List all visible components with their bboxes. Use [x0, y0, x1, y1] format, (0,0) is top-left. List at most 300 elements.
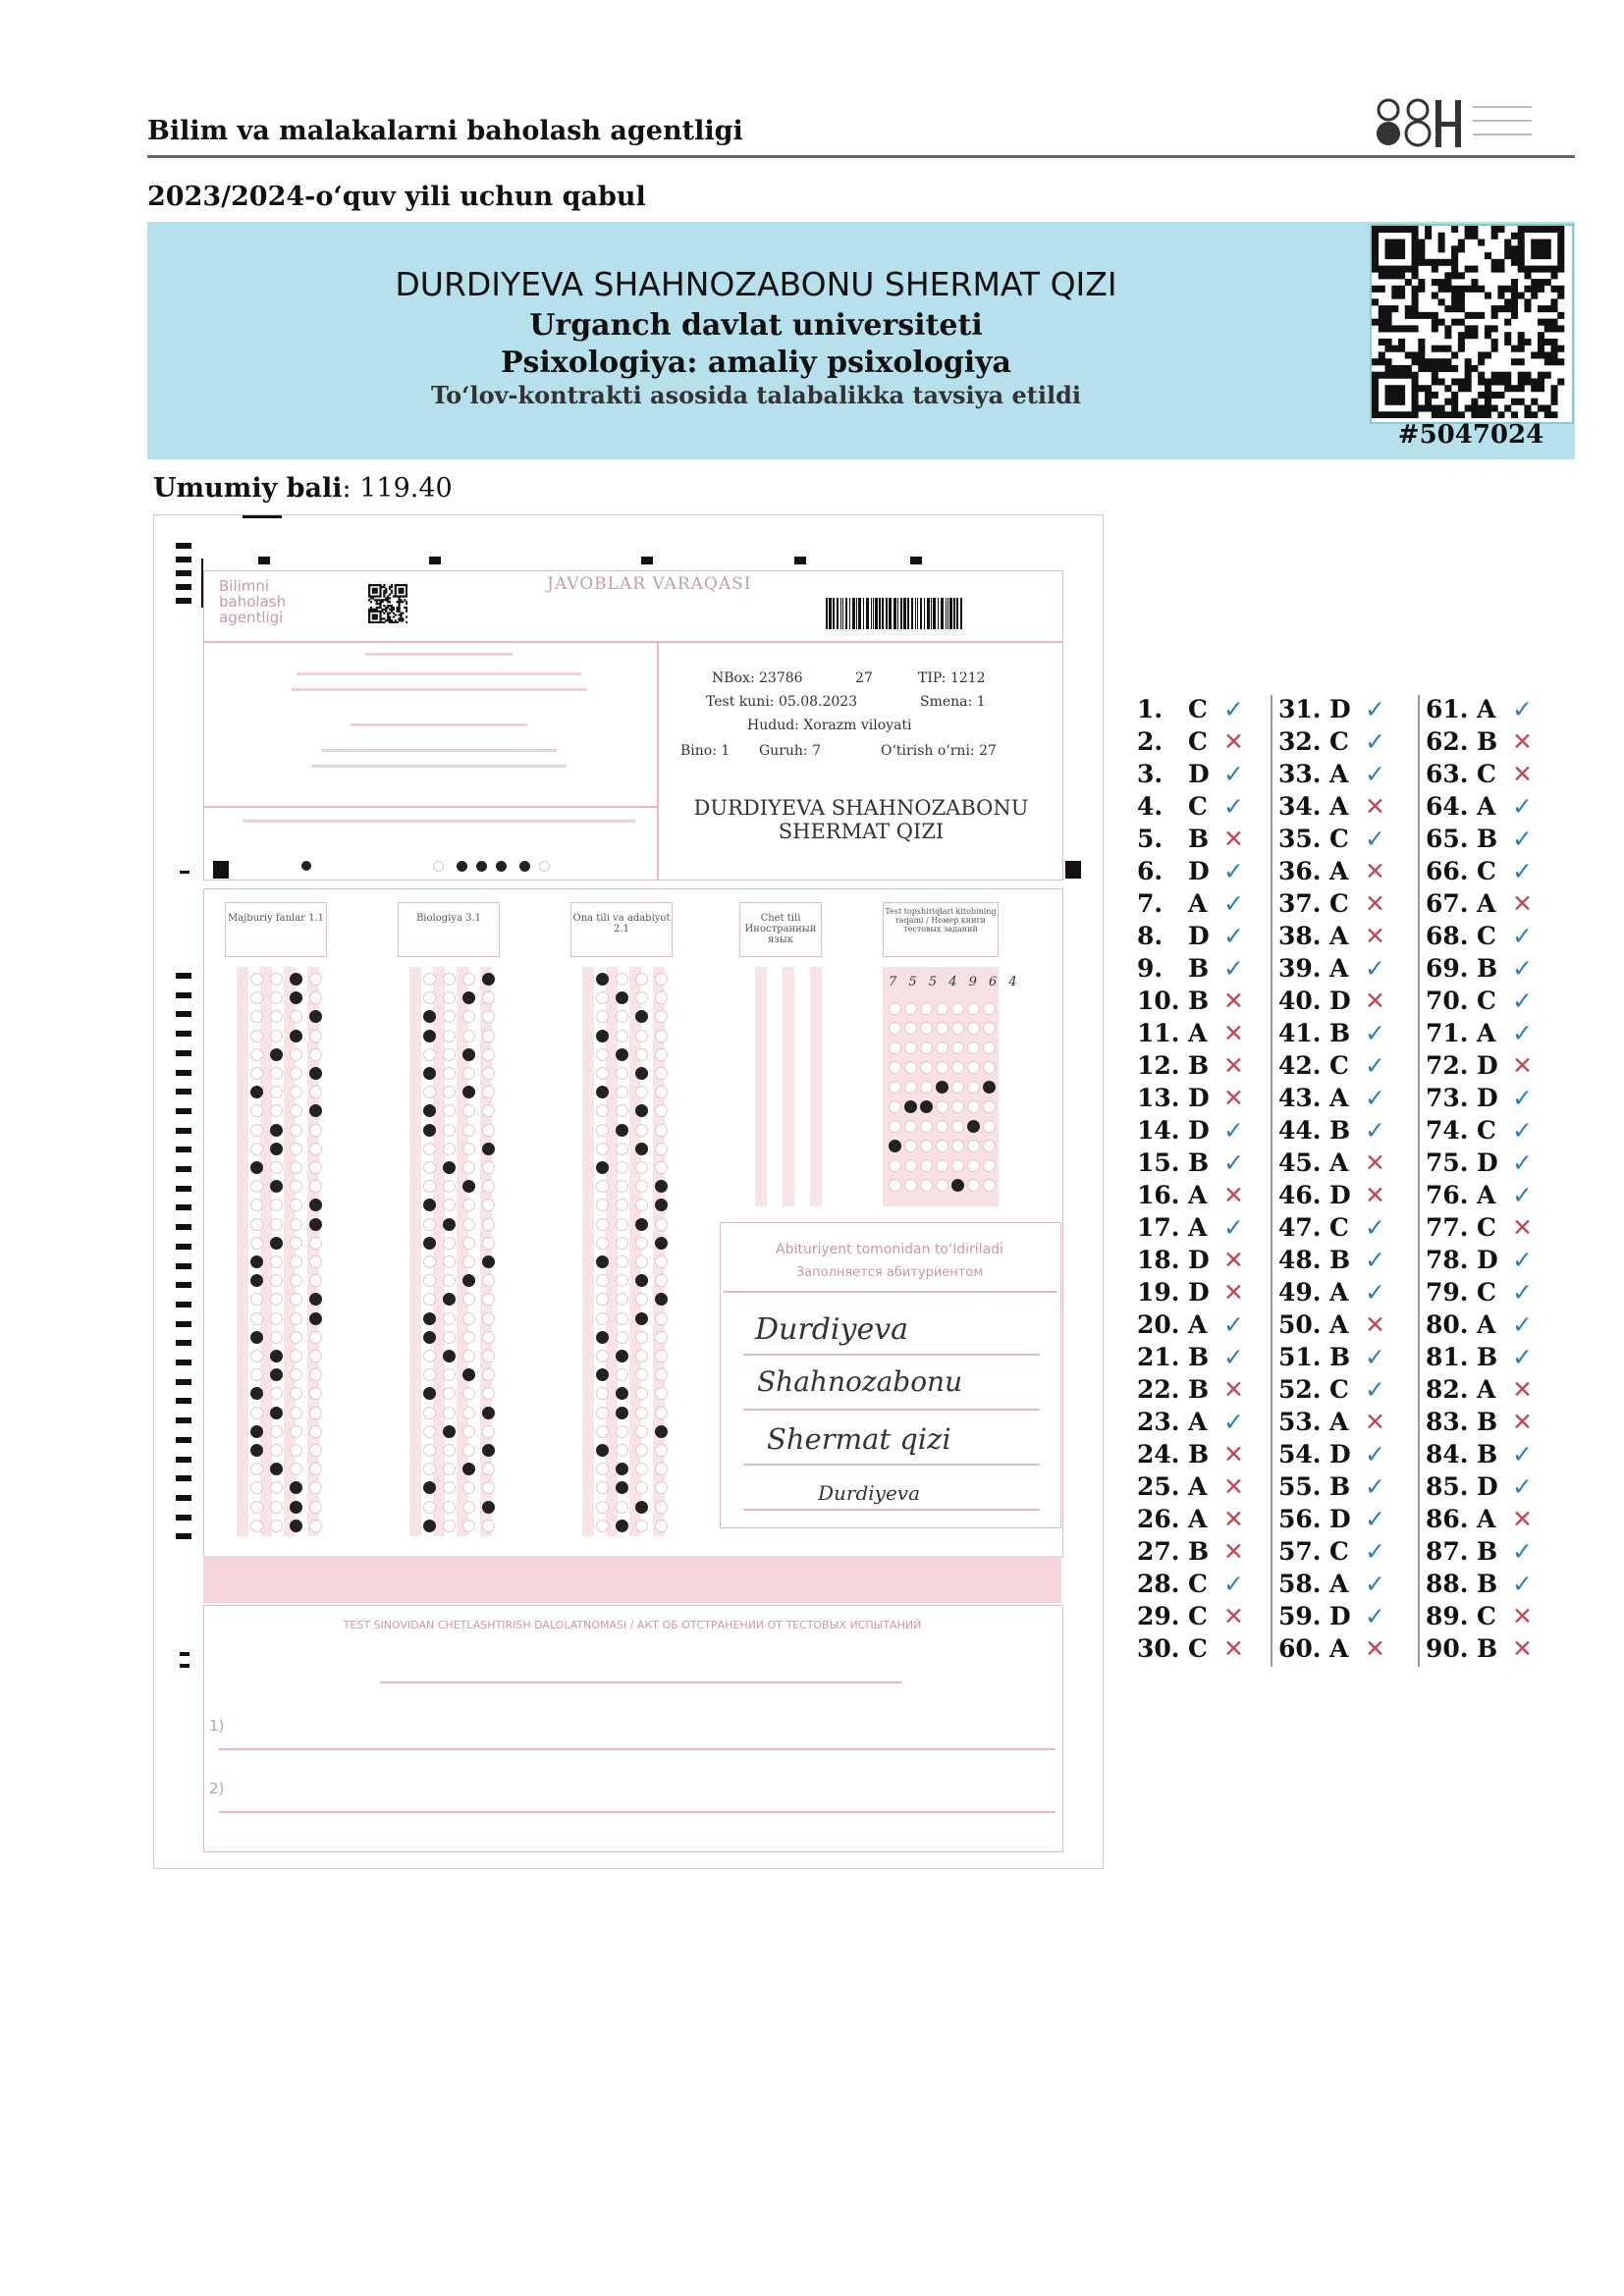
selected-answer: C: [1477, 987, 1496, 1015]
cross-icon: ✕: [1223, 1375, 1244, 1404]
result-row: [1278, 1408, 1385, 1440]
check-icon: ✓: [1512, 1084, 1533, 1112]
test-date: Test kuni: 05.08.2023: [706, 694, 858, 710]
result-row: [1278, 1116, 1385, 1148]
selected-answer: A: [1329, 760, 1349, 788]
answer-bubble: [309, 1501, 322, 1514]
question-number: 15.: [1137, 1148, 1180, 1177]
answer-bubble: [462, 1425, 475, 1438]
selected-answer: C: [1188, 1634, 1208, 1663]
answer-bubble: [290, 1425, 302, 1438]
selected-answer: C: [1329, 825, 1349, 853]
selected-answer: B: [1188, 1375, 1210, 1404]
question-number: 8.: [1137, 922, 1164, 950]
divider: [380, 1682, 902, 1683]
book-number-bubble: [936, 1120, 948, 1133]
book-number-bubble: [889, 1140, 901, 1152]
question-number: 70.: [1426, 987, 1469, 1015]
cross-icon: ✕: [1365, 1310, 1385, 1339]
answer-bubble: [655, 1048, 668, 1061]
book-number-digits: 7 5 5 4 9 6 4: [889, 975, 1021, 989]
answer-bubble: [462, 1143, 475, 1155]
answer-bubble: [596, 973, 609, 986]
timing-mark: [794, 557, 806, 564]
question-number: 85.: [1426, 1472, 1469, 1501]
selected-answer: D: [1329, 1181, 1351, 1209]
result-row: [1426, 1278, 1533, 1310]
answer-bubble: [655, 1407, 668, 1419]
instruction-line: [321, 749, 557, 752]
divider: [219, 1811, 1056, 1813]
answer-bubble: [482, 1161, 495, 1174]
answer-bubble: [616, 1255, 628, 1268]
question-number: 34.: [1278, 792, 1322, 821]
cross-icon: ✕: [1512, 1213, 1533, 1242]
answer-bubble: [290, 1501, 302, 1514]
act-title: TEST SINOVIDAN CHETLASHTIRISH DALOLATNOMASI / АКТ ОБ ОТСТРАНЕНИИ ОТ ТЕСТОВЫХ ИСПЫТАНИЙ: [343, 1619, 922, 1631]
total-score-value: 119.40: [359, 473, 453, 504]
question-number: 88.: [1426, 1570, 1469, 1598]
selected-answer: D: [1188, 1084, 1210, 1112]
answer-bubble: [462, 1030, 475, 1042]
check-icon: ✓: [1512, 695, 1533, 723]
answer-bubble: [290, 1067, 302, 1080]
check-icon: ✓: [1365, 1537, 1385, 1566]
book-number-bubble: [983, 1081, 996, 1094]
selected-answer: A: [1188, 889, 1208, 918]
selected-answer: B: [1188, 1051, 1210, 1080]
answer-bubble: [270, 1444, 283, 1457]
answer-bubble: [655, 1444, 668, 1457]
cross-icon: ✕: [1365, 857, 1385, 885]
signature-line: [743, 1464, 1040, 1466]
cross-icon: ✕: [1512, 1505, 1533, 1533]
answer-bubble: [616, 1350, 628, 1362]
result-row: [1426, 1375, 1533, 1408]
selected-answer: D: [1188, 922, 1210, 950]
selected-answer: C: [1329, 1213, 1349, 1242]
answer-bubble: [635, 1444, 648, 1457]
book-number-bubble: [967, 1081, 980, 1094]
timing-mark: [176, 1321, 191, 1327]
answer-bubble: [655, 1218, 668, 1231]
answer-bubble: [596, 1255, 609, 1268]
question-number: 16.: [1137, 1181, 1180, 1209]
answer-bubble: [482, 973, 495, 986]
answer-bubble: [270, 1407, 283, 1419]
check-icon: ✓: [1365, 1505, 1385, 1533]
answer-bubble: [250, 1255, 263, 1268]
variant-bubble: [519, 861, 530, 872]
act-item-2: 2): [209, 1780, 225, 1797]
result-row: [1278, 1278, 1385, 1310]
timing-mark: [176, 1457, 191, 1463]
question-number: 30.: [1137, 1634, 1180, 1663]
selected-answer: B: [1188, 1148, 1210, 1177]
question-number: 10.: [1137, 987, 1180, 1015]
book-number-bubble: [904, 1140, 917, 1152]
answer-bubble: [655, 1030, 668, 1042]
selected-answer: C: [1477, 857, 1496, 885]
selected-answer: B: [1188, 1537, 1210, 1566]
qr-code-icon[interactable]: [1370, 224, 1574, 424]
timing-mark: [176, 1282, 191, 1288]
question-number: 73.: [1426, 1084, 1469, 1112]
selected-answer: A: [1329, 954, 1349, 983]
answer-bubble: [635, 1520, 648, 1532]
timing-mark: [176, 1070, 191, 1076]
result-row: [1137, 695, 1244, 727]
question-number: 43.: [1278, 1084, 1322, 1112]
book-number-bubble: [904, 1179, 917, 1192]
answer-bubble: [423, 1425, 436, 1438]
check-icon: ✓: [1223, 889, 1244, 918]
column-header-foreign-language: Chet tili Иностранный язык: [739, 902, 822, 957]
timing-mark: [176, 1186, 191, 1192]
result-row: [1278, 857, 1385, 889]
answer-bubble: [635, 1124, 648, 1137]
selected-answer: D: [1329, 1602, 1351, 1630]
check-icon: ✓: [1223, 1116, 1244, 1145]
book-number-bubble: [967, 1061, 980, 1074]
agency-logo-icon: [1375, 96, 1571, 151]
answer-bubble: [250, 1350, 263, 1362]
answer-bubble: [482, 1048, 495, 1061]
answer-bubble: [250, 1161, 263, 1174]
book-number-bubble: [920, 1140, 933, 1152]
cross-icon: ✕: [1365, 1634, 1385, 1663]
answer-bubble: [616, 1048, 628, 1061]
answer-bubble: [309, 1444, 322, 1457]
cross-icon: ✕: [1223, 1051, 1244, 1080]
answer-bubble: [655, 973, 668, 986]
answer-bubble: [270, 1124, 283, 1137]
book-number-bubble: [904, 1100, 917, 1113]
timing-mark: [176, 584, 191, 590]
check-icon: ✓: [1365, 1472, 1385, 1501]
check-icon: ✓: [1512, 1278, 1533, 1307]
building: Bino: 1: [680, 743, 731, 759]
question-number: 29.: [1137, 1602, 1180, 1630]
book-number-bubble: [951, 1159, 964, 1172]
selected-answer: B: [1477, 727, 1498, 756]
smena: Smena: 1: [920, 694, 986, 710]
answer-bubble: [443, 1444, 456, 1457]
answer-bubble: [443, 1520, 456, 1532]
selected-answer: A: [1477, 1181, 1496, 1209]
result-row: [1278, 1051, 1385, 1084]
question-number: 11.: [1137, 1019, 1180, 1047]
result-row: [1137, 1408, 1244, 1440]
timing-mark: [176, 1340, 191, 1346]
selected-answer: C: [1477, 1116, 1496, 1145]
selected-answer: B: [1188, 1343, 1210, 1371]
book-number-bubble: [967, 1159, 980, 1172]
check-icon: ✓: [1512, 954, 1533, 983]
check-icon: ✓: [1512, 792, 1533, 821]
answer-bubble: [482, 1143, 495, 1155]
question-number: 64.: [1426, 792, 1469, 821]
question-number: 72.: [1426, 1051, 1469, 1080]
check-icon: ✓: [1223, 1570, 1244, 1598]
book-number-bubble: [920, 1159, 933, 1172]
check-icon: ✓: [1365, 1570, 1385, 1598]
check-icon: ✓: [1512, 1472, 1533, 1501]
question-number: 67.: [1426, 889, 1469, 918]
question-number: 22.: [1137, 1375, 1180, 1404]
book-number-bubble: [904, 1061, 917, 1074]
answer-bubble: [423, 1501, 436, 1514]
selected-answer: C: [1329, 889, 1349, 918]
act-box: [203, 1605, 1063, 1852]
result-row: [1426, 1310, 1533, 1343]
instruction-line: [365, 653, 513, 656]
answer-bubble: [462, 1501, 475, 1514]
group: Guruh: 7: [759, 743, 821, 759]
answer-bubble: [482, 1124, 495, 1137]
answer-bubble: [616, 1218, 628, 1231]
answer-sheet-scan: [153, 514, 1104, 1869]
cross-icon: ✕: [1512, 1634, 1533, 1663]
result-row: [1426, 1148, 1533, 1181]
act-item-1: 1): [209, 1717, 225, 1735]
answer-bubble: [635, 1407, 648, 1419]
book-number-bubble: [951, 1179, 964, 1192]
selected-answer: D: [1477, 1051, 1498, 1080]
answer-bubble: [443, 1237, 456, 1250]
question-number: 27.: [1137, 1537, 1180, 1566]
answer-bubble: [443, 1501, 456, 1514]
book-number-bubble: [967, 1022, 980, 1035]
answer-bubble: [423, 1407, 436, 1419]
result-row: [1278, 954, 1385, 987]
answer-bubble: [635, 1237, 648, 1250]
answer-bubble: [423, 1255, 436, 1268]
question-number: 21.: [1137, 1343, 1180, 1371]
selected-answer: A: [1477, 1375, 1496, 1404]
book-number-bubble: [936, 1159, 948, 1172]
book-number-bubble: [951, 1022, 964, 1035]
result-row: [1137, 760, 1244, 792]
question-number: 87.: [1426, 1537, 1469, 1566]
check-icon: ✓: [1365, 1343, 1385, 1371]
selected-answer: B: [1477, 1570, 1498, 1598]
book-number-bubble: [983, 1022, 996, 1035]
header-divider: [147, 155, 1575, 158]
answer-bubble: [423, 1143, 436, 1155]
answer-bubble: [270, 1237, 283, 1250]
answer-bubble: [655, 1067, 668, 1080]
answer-bubble: [655, 1350, 668, 1362]
answer-bubble: [250, 1444, 263, 1457]
answer-bubble: [655, 1143, 668, 1155]
book-number-bubble: [904, 1002, 917, 1015]
divider: [219, 1748, 1056, 1750]
selected-answer: C: [1477, 922, 1496, 950]
check-icon: ✓: [1223, 1213, 1244, 1242]
question-number: 66.: [1426, 857, 1469, 885]
result-row: [1278, 987, 1385, 1019]
answer-bubble: [482, 1520, 495, 1532]
result-row: [1426, 1213, 1533, 1246]
question-number: 75.: [1426, 1148, 1469, 1177]
answer-bubble: [423, 1520, 436, 1532]
selected-answer: A: [1329, 792, 1349, 821]
selected-answer: B: [1188, 825, 1210, 853]
answer-bubble: [655, 1161, 668, 1174]
selected-answer: A: [1477, 1019, 1496, 1047]
tip: TIP: 1212: [918, 670, 986, 686]
selected-answer: C: [1188, 727, 1208, 756]
answer-bubble: [616, 1161, 628, 1174]
result-row: [1137, 1213, 1244, 1246]
selected-answer: D: [1188, 1246, 1210, 1274]
answer-bubble: [270, 1331, 283, 1344]
selected-answer: C: [1188, 792, 1208, 821]
answer-bubble: [462, 1312, 475, 1325]
answer-bubble: [423, 1237, 436, 1250]
selected-answer: A: [1329, 1084, 1349, 1112]
question-number: 33.: [1278, 760, 1322, 788]
selected-answer: C: [1477, 1278, 1496, 1307]
cross-icon: ✕: [1223, 1505, 1244, 1533]
column-divider: [1418, 695, 1420, 1667]
book-number-bubble: [920, 1179, 933, 1192]
handwritten-signature: Durdiyeva: [818, 1481, 921, 1505]
answer-bubble: [290, 1048, 302, 1061]
book-number-bubble: [983, 1061, 996, 1074]
answer-bubble: [635, 1030, 648, 1042]
region: Hudud: Xorazm viloyati: [747, 718, 912, 733]
cross-icon: ✕: [1223, 1440, 1244, 1468]
book-number-bubble: [920, 1002, 933, 1015]
column-header-mandatory: Majburiy fanlar 1.1: [225, 902, 327, 957]
cross-icon: ✕: [1512, 1375, 1533, 1404]
cross-icon: ✕: [1365, 792, 1385, 821]
question-number: 59.: [1278, 1602, 1322, 1630]
selected-answer: D: [1188, 857, 1210, 885]
answer-bubble: [616, 1312, 628, 1325]
signature-line: [743, 1509, 1040, 1511]
answer-bubble: [309, 1067, 322, 1080]
answer-bubble: [635, 1312, 648, 1325]
question-number: 31.: [1278, 695, 1322, 723]
answer-bubble: [482, 1501, 495, 1514]
book-number-bubble: [967, 1179, 980, 1192]
book-number-bubble: [951, 1100, 964, 1113]
answer-bubble: [462, 1218, 475, 1231]
book-number-bubble: [920, 1100, 933, 1113]
question-number: 35.: [1278, 825, 1322, 853]
question-number: 58.: [1278, 1570, 1322, 1598]
answer-bubble: [443, 1030, 456, 1042]
timing-mark: [243, 515, 282, 518]
cross-icon: ✕: [1223, 1278, 1244, 1307]
result-row: [1278, 922, 1385, 954]
check-icon: ✓: [1365, 695, 1385, 723]
book-number-bubble: [983, 1002, 996, 1015]
answer-bubble: [290, 1350, 302, 1362]
result-row: [1426, 922, 1533, 954]
question-number: 19.: [1137, 1278, 1180, 1307]
cross-icon: ✕: [1223, 1084, 1244, 1112]
answer-bubble: [309, 1048, 322, 1061]
book-number-bubble: [889, 1081, 901, 1094]
result-row: [1426, 954, 1533, 987]
answer-bubble: [309, 1350, 322, 1362]
question-number: 84.: [1426, 1440, 1469, 1468]
question-number: 52.: [1278, 1375, 1322, 1404]
answer-bubble: [443, 1331, 456, 1344]
result-row: [1426, 695, 1533, 727]
result-row: [1426, 1408, 1533, 1440]
book-number-bubble: [967, 1002, 980, 1015]
applicant-id: #5047024: [1397, 420, 1544, 450]
result-row: [1278, 1019, 1385, 1051]
answer-bubble: [423, 1030, 436, 1042]
result-row: [1426, 1051, 1533, 1084]
result-row: [1278, 1472, 1385, 1505]
answer-bubble: [250, 1124, 263, 1137]
cross-icon: ✕: [1223, 1634, 1244, 1663]
question-number: 83.: [1426, 1408, 1469, 1436]
total-score-label: Umumiy bali: [153, 473, 343, 504]
barcode-icon: [826, 598, 963, 629]
answer-bubble: [290, 1444, 302, 1457]
result-row: [1278, 1181, 1385, 1213]
book-number-bubble: [983, 1159, 996, 1172]
book-number-bubble: [936, 1179, 948, 1192]
instruction-line: [297, 672, 581, 675]
check-icon: ✓: [1223, 1310, 1244, 1339]
book-number-bubble: [889, 1002, 901, 1015]
answer-bubble: [616, 1331, 628, 1344]
variant-bubble: [457, 861, 467, 872]
check-icon: ✓: [1223, 857, 1244, 885]
book-number-bubble: [920, 1061, 933, 1074]
timing-mark: [910, 557, 922, 564]
selected-answer: A: [1329, 1634, 1349, 1663]
variant-bubble: [433, 861, 444, 872]
answer-bubble: [596, 1425, 609, 1438]
question-number: 12.: [1137, 1051, 1180, 1080]
answer-bubble: [596, 1237, 609, 1250]
book-number-bubble: [967, 1140, 980, 1152]
question-number: 44.: [1278, 1116, 1322, 1145]
column-header-biology: Biologiya 3.1: [398, 902, 500, 957]
result-row: [1278, 1310, 1385, 1343]
question-number: 38.: [1278, 922, 1322, 950]
timing-mark: [176, 598, 191, 604]
instruction-line: [311, 765, 567, 768]
question-number: 18.: [1137, 1246, 1180, 1274]
answer-bubble: [616, 1501, 628, 1514]
timing-mark: [176, 1515, 191, 1521]
answer-bubble: [250, 1407, 263, 1419]
timing-mark: [176, 1302, 191, 1308]
cross-icon: ✕: [1512, 889, 1533, 918]
result-row: [1426, 987, 1533, 1019]
question-number: 71.: [1426, 1019, 1469, 1047]
timing-mark: [176, 1128, 191, 1134]
answer-bubble: [635, 1425, 648, 1438]
sheet-qr-icon: [368, 584, 407, 623]
question-number: 74.: [1426, 1116, 1469, 1145]
check-icon: ✓: [1223, 695, 1244, 723]
answer-bubble: [482, 1350, 495, 1362]
selected-answer: D: [1188, 1116, 1210, 1145]
total-score: Umumiy bali: 119.40: [153, 473, 453, 504]
